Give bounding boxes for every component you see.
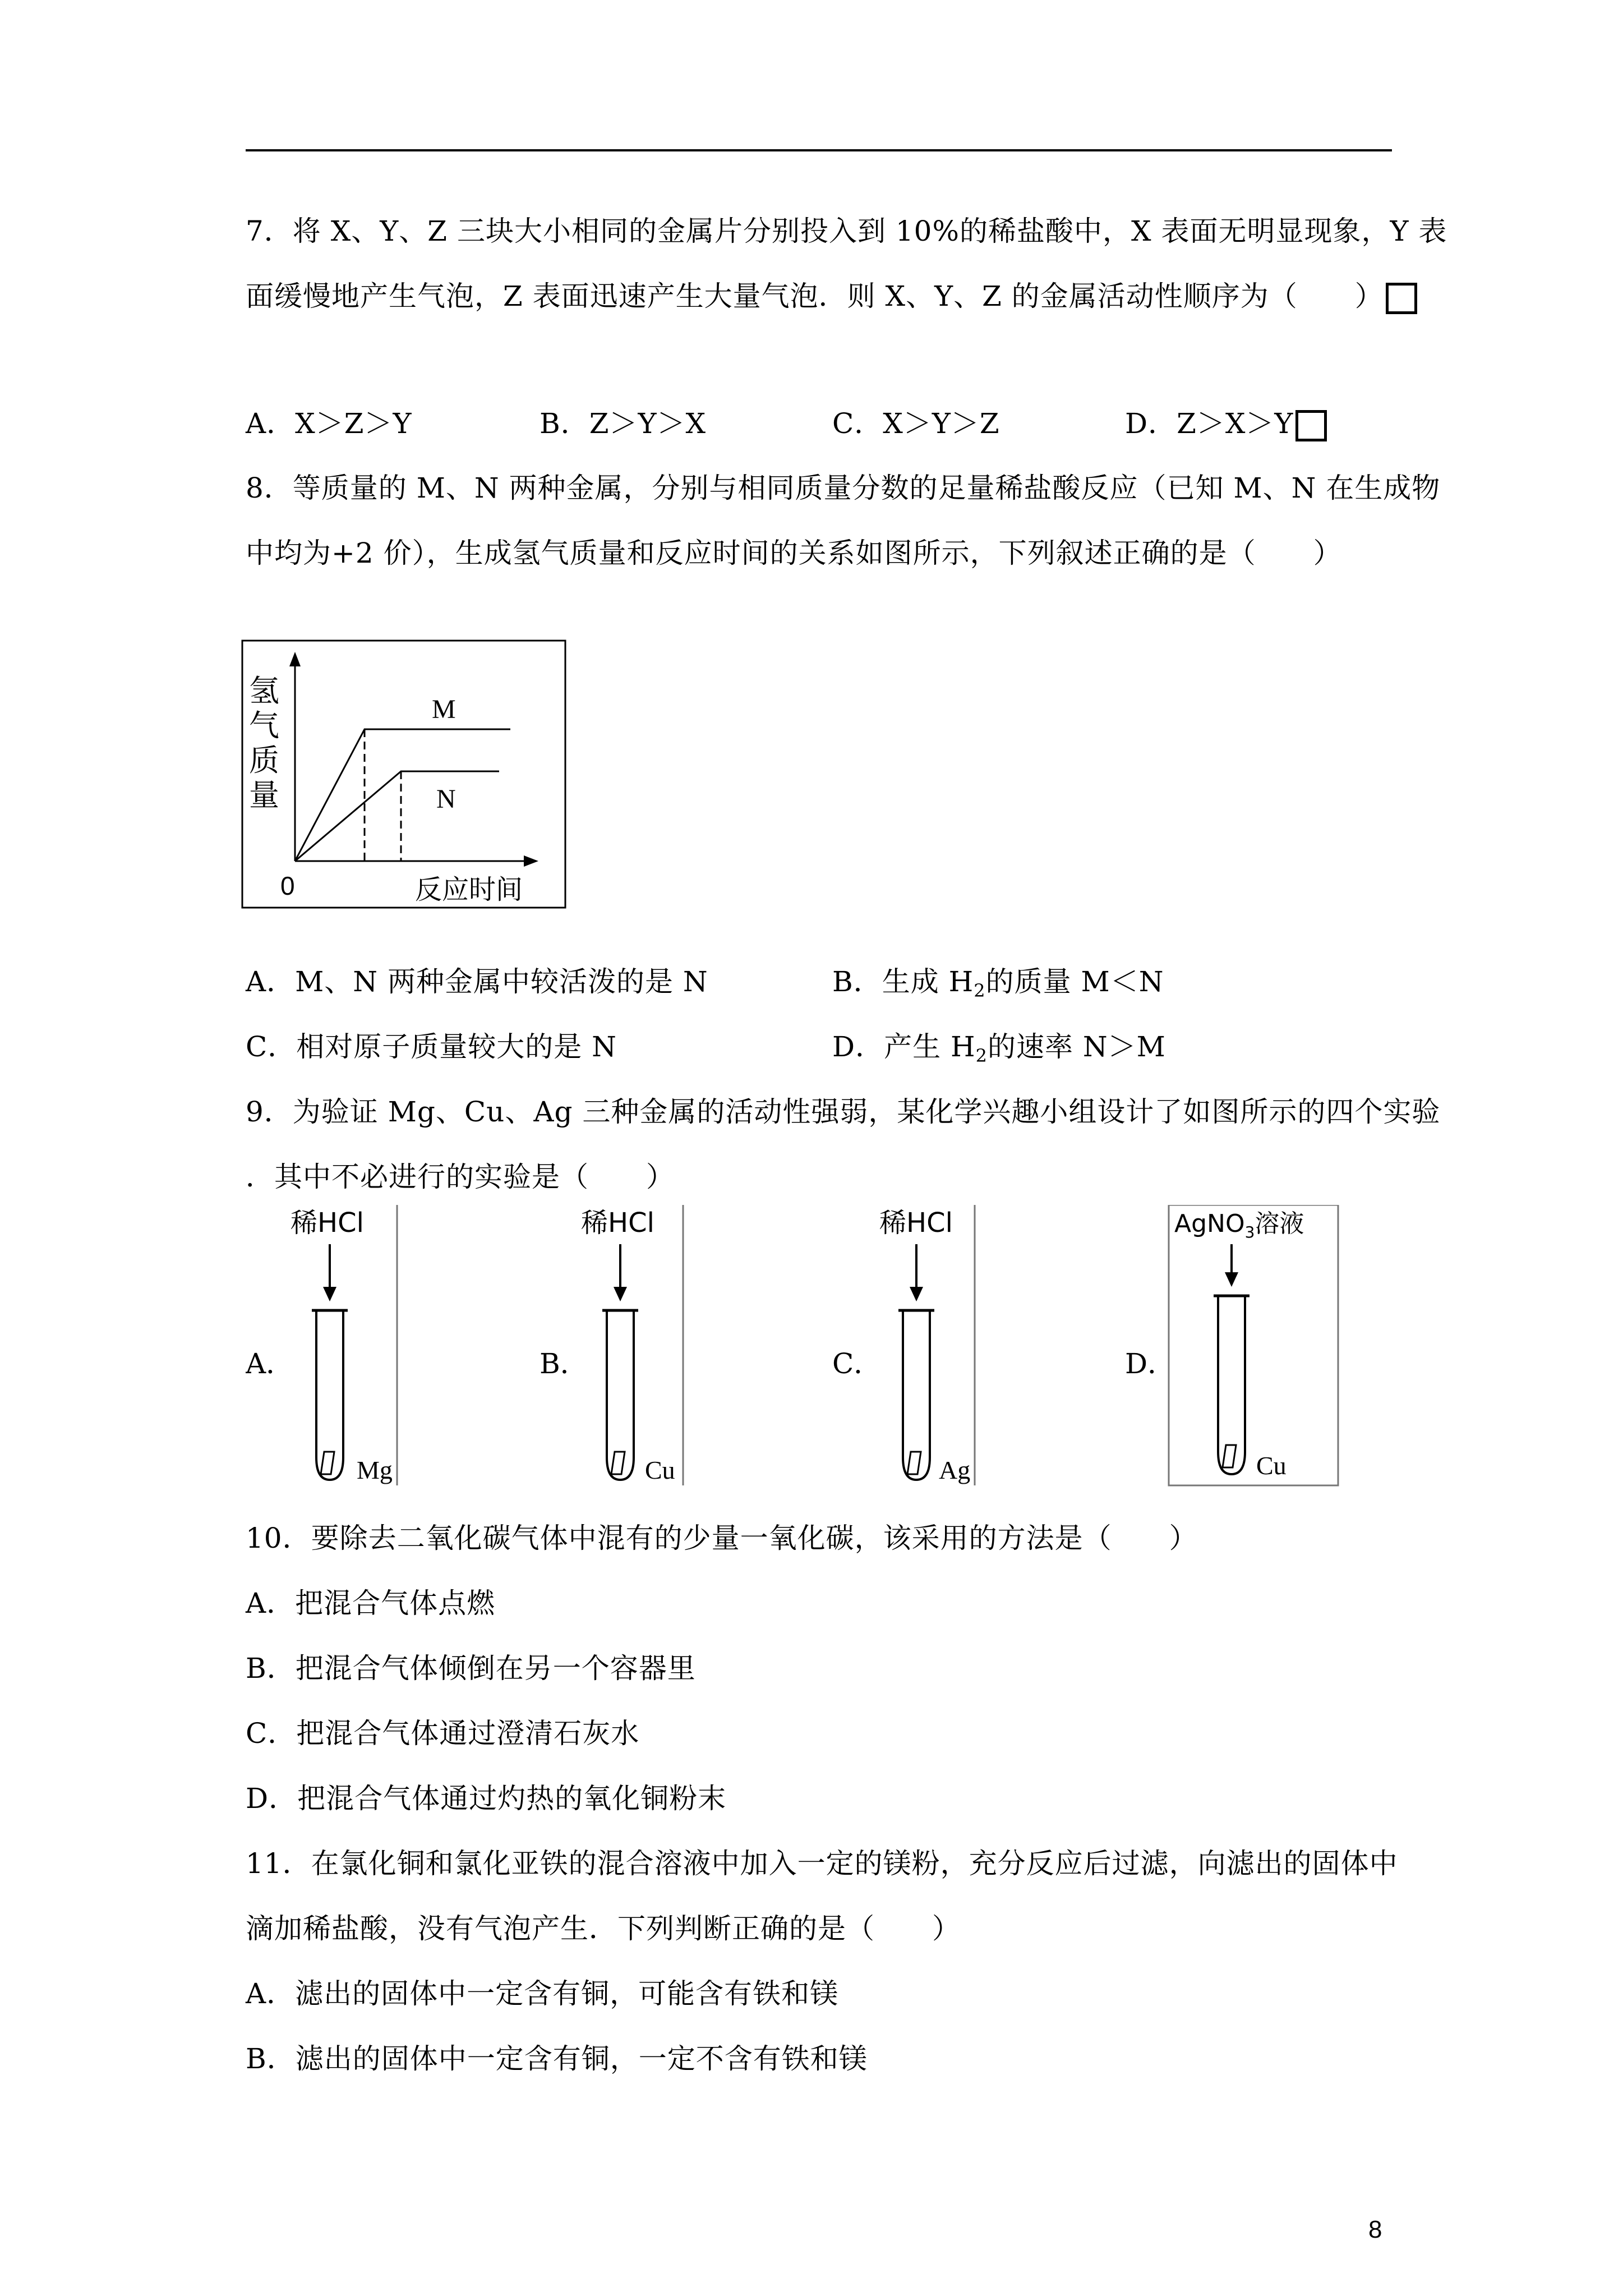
experiment-figures bbox=[246, 1205, 1367, 1497]
q8-line-1: 8．等质量的 M、N 两种金属，分别与相同质量分数的足量稀盐酸反应（已知 M、N 在生成物 bbox=[246, 472, 1441, 504]
tube-d-reagent-post: 溶液 bbox=[1255, 1209, 1304, 1238]
tube-d-metal-strip-icon bbox=[1223, 1445, 1236, 1467]
tube-a-metal-strip-icon bbox=[321, 1452, 334, 1474]
q7-option-d-text: D．Z＞X＞Y bbox=[1125, 407, 1294, 440]
tube-b-letter: B． bbox=[540, 1347, 588, 1380]
q10-option-d[interactable]: D．把混合气体通过灼热的氧化铜粉末 bbox=[246, 1782, 727, 1815]
x-axis-arrow bbox=[524, 855, 538, 867]
q7-line-2 bbox=[246, 279, 1417, 314]
y-axis-label-char-4: 量 bbox=[249, 777, 279, 813]
q7-option-b[interactable]: B．Z＞Y＞X bbox=[540, 407, 707, 440]
tube-c-test-tube bbox=[903, 1312, 930, 1480]
tube-a-figure[interactable] bbox=[246, 1205, 397, 1485]
q9-line-1: 9．为验证 Mg、Cu、Ag 三种金属的活动性强弱，某化学兴趣小组设计了如图所示的四个实验 bbox=[246, 1096, 1441, 1128]
tube-c-reagent: 稀HCl bbox=[879, 1207, 953, 1239]
hydrogen-mass-graph bbox=[241, 639, 566, 909]
tube-d-reagent-sub: 3 bbox=[1244, 1223, 1255, 1241]
tube-b-test-tube bbox=[607, 1312, 634, 1480]
q11-option-b[interactable]: B．滤出的固体中一定含有铜，一定不含有铁和镁 bbox=[246, 2042, 868, 2075]
q8-option-d[interactable] bbox=[832, 1030, 1166, 1073]
tube-b-reagent: 稀HCl bbox=[581, 1207, 654, 1239]
tube-d-figure[interactable] bbox=[1125, 1205, 1338, 1485]
q8-option-a[interactable]: A．M、N 两种金属中较活泼的是 N bbox=[246, 965, 708, 998]
q8-option-c[interactable]: C．相对原子质量较大的是 N bbox=[246, 1030, 617, 1063]
q7-option-a[interactable]: A．X＞Z＞Y bbox=[246, 407, 412, 440]
q10-option-a[interactable]: A．把混合气体点燃 bbox=[246, 1587, 496, 1619]
q8-option-d-pre: D．产生 H bbox=[832, 1030, 976, 1063]
curve-m bbox=[295, 729, 510, 861]
q8-option-b[interactable] bbox=[832, 965, 1164, 1007]
q10-stem: 10．要除去二氧化碳气体中混有的少量一氧化碳，该采用的方法是（ ） bbox=[246, 1522, 1198, 1554]
q11-line-1: 11．在氯化铜和氯化亚铁的混合溶液中加入一定的镁粉，充分反应后过滤，向滤出的固体中 bbox=[246, 1847, 1398, 1880]
q8-option-d-sub: 2 bbox=[975, 1045, 988, 1066]
tube-a-test-tube bbox=[316, 1312, 343, 1480]
tube-c-letter: C． bbox=[832, 1347, 882, 1380]
page-number: 8 bbox=[1368, 2216, 1382, 2243]
tube-c-figure[interactable] bbox=[832, 1205, 975, 1485]
tube-d-test-tube bbox=[1218, 1297, 1245, 1474]
q8-option-b-pre: B．生成 H bbox=[832, 965, 974, 998]
x-axis-label: 反应时间 bbox=[415, 874, 523, 905]
answer-box[interactable] bbox=[1386, 283, 1417, 314]
tube-a-reagent: 稀HCl bbox=[291, 1207, 364, 1239]
origin-label: 0 bbox=[280, 871, 295, 900]
tube-d-frame bbox=[1169, 1205, 1338, 1485]
q7-option-c[interactable]: C．X＞Y＞Z bbox=[832, 407, 1000, 440]
tube-a-arrow-icon bbox=[323, 1287, 336, 1301]
y-axis-label-char-3: 质 bbox=[249, 743, 279, 778]
tube-d-letter: D． bbox=[1125, 1347, 1176, 1380]
tube-b-metal: Cu bbox=[645, 1456, 675, 1484]
tube-c-metal: Ag bbox=[939, 1456, 971, 1484]
tube-d-metal: Cu bbox=[1256, 1451, 1287, 1480]
q10-option-c[interactable]: C．把混合气体通过澄清石灰水 bbox=[246, 1717, 640, 1750]
header-rule bbox=[246, 149, 1392, 151]
answer-box[interactable] bbox=[1295, 410, 1327, 441]
q8-option-b-sub: 2 bbox=[974, 980, 986, 1001]
q10-option-b[interactable]: B．把混合气体倾倒在另一个容器里 bbox=[246, 1652, 696, 1685]
tube-b-metal-strip-icon bbox=[611, 1452, 625, 1474]
q7-line-2-text: 面缓慢地产生气泡，Z 表面迅速产生大量气泡．则 X、Y、Z 的金属活动性顺序为（ ） bbox=[246, 280, 1384, 312]
tube-b-figure[interactable] bbox=[540, 1205, 683, 1485]
label-n: N bbox=[436, 784, 456, 814]
q8-option-d-post: 的速率 N＞M bbox=[987, 1030, 1166, 1063]
label-m: M bbox=[432, 694, 456, 724]
tube-a-letter: A． bbox=[246, 1347, 294, 1380]
graph-frame bbox=[242, 641, 565, 908]
tube-d-reagent bbox=[1174, 1209, 1304, 1241]
q9-line-2: ．其中不必进行的实验是（ ） bbox=[246, 1161, 675, 1193]
tube-c-arrow-icon bbox=[910, 1287, 923, 1301]
tube-a-metal: Mg bbox=[357, 1456, 393, 1484]
curve-n bbox=[295, 771, 499, 861]
tube-c-metal-strip-icon bbox=[907, 1452, 921, 1474]
q8-line-2: 中均为+2 价），生成氢气质量和反应时间的关系如图所示，下列叙述正确的是（ ） bbox=[246, 537, 1342, 569]
q11-option-a[interactable]: A．滤出的固体中一定含有铜，可能含有铁和镁 bbox=[246, 1977, 839, 2010]
y-axis-arrow bbox=[289, 652, 301, 666]
q7-option-d[interactable] bbox=[1125, 407, 1327, 441]
tube-b-arrow-icon bbox=[614, 1287, 627, 1301]
q11-line-2: 滴加稀盐酸，没有气泡产生．下列判断正确的是（ ） bbox=[246, 1912, 961, 1945]
tube-d-arrow-icon bbox=[1225, 1272, 1238, 1287]
y-axis-label-char-2: 气 bbox=[249, 708, 279, 743]
tube-d-reagent-pre: AgNO bbox=[1174, 1209, 1245, 1238]
q8-option-b-post: 的质量 M＜N bbox=[985, 965, 1164, 998]
q7-line-1: 7．将 X、Y、Z 三块大小相同的金属片分别投入到 10%的稀盐酸中，X 表面无明显现象，Y 表 bbox=[246, 215, 1447, 247]
y-axis-label-char-1: 氢 bbox=[249, 673, 279, 708]
